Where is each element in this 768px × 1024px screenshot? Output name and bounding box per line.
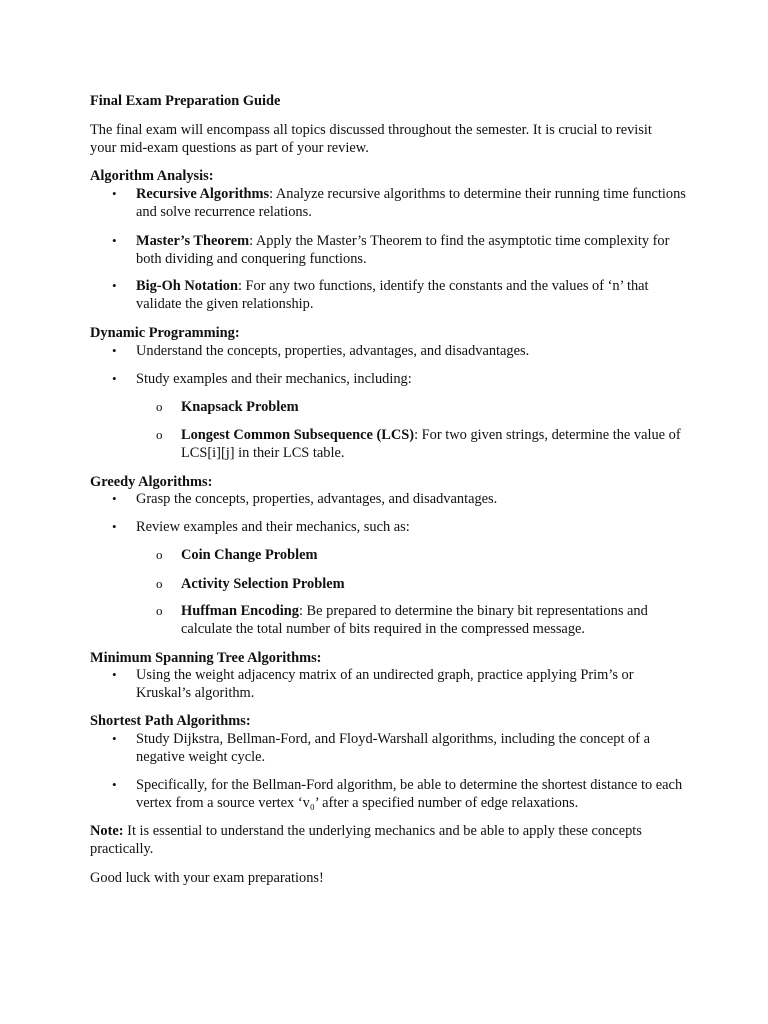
bullet-icon: • <box>112 278 117 293</box>
list-item-text: Grasp the concepts, properties, advantages, and disadvantages. <box>136 491 498 507</box>
list-item-term: Recursive Algorithms <box>136 186 270 202</box>
note-text: It is essential to understand the underlying mechanics and be able to apply these concepts practically. <box>90 823 642 857</box>
bullet-icon: • <box>112 777 117 792</box>
section-heading-dynamic-programming: Dynamic Programming: <box>90 325 240 341</box>
list-item-description: : For any two functions, identify the constants and the values of ‘n’ that validate the given relationship. <box>136 278 649 312</box>
section-heading-algorithm-analysis: Algorithm Analysis: <box>90 168 214 184</box>
list-item-term: Huffman Encoding <box>181 603 299 619</box>
bullet-icon: • <box>112 491 117 506</box>
list-item-text: Study Dijkstra, Bellman-Ford, and Floyd-Warshall algorithms, including the concept of a negative weight cycle. <box>136 731 651 765</box>
list-item-text <box>181 398 690 416</box>
bullet-icon: • <box>112 519 117 534</box>
circle-bullet-icon: o <box>156 576 163 591</box>
intro-paragraph: The final exam will encompass all topics discussed throughout the semester. It is crucial to revisit your mid-exam questions as part of your review. <box>90 122 652 156</box>
list-item-description: : For two given strings, determine the value of LCS[i][j] in their LCS table. <box>181 427 681 461</box>
bullet-icon: • <box>112 667 117 682</box>
list-item-text <box>136 185 690 221</box>
bullet-icon: • <box>112 343 117 358</box>
section-heading-greedy-algorithms: Greedy Algorithms: <box>90 474 213 490</box>
list-item-term: Knapsack Problem <box>181 399 299 415</box>
list-item-term: Longest Common Subsequence (LCS) <box>181 427 415 443</box>
list-item-term: Big-Oh Notation <box>136 278 238 294</box>
bullet-icon: • <box>112 731 117 746</box>
list-item-text: Using the weight adjacency matrix of an undirected graph, practice applying Prim’s or Kruskal’s algorithm. <box>136 667 634 701</box>
list-item-term: Activity Selection Problem <box>181 576 345 592</box>
circle-bullet-icon: o <box>156 427 163 442</box>
bullet-icon: • <box>112 371 117 386</box>
list-item-text <box>136 232 690 268</box>
list-item-term: Master’s Theorem <box>136 233 250 249</box>
circle-bullet-icon: o <box>156 547 163 562</box>
bullet-icon: • <box>112 186 117 201</box>
list-item-text: Specifically, for the Bellman-Ford algorithm, be able to determine the shortest distance to each vertex from a source vertex ‘v₀’ after a specified number of edge relaxations. <box>136 777 683 811</box>
list-item-text: Understand the concepts, properties, advantages, and disadvantages. <box>136 343 530 359</box>
list-item-text <box>181 546 690 564</box>
list-item-text <box>181 426 690 462</box>
list-item-text <box>181 575 690 593</box>
note-paragraph <box>90 822 680 858</box>
list-item-description: : Be prepared to determine the binary bit representations and calculate the total number of bits required in the compressed message. <box>181 603 648 637</box>
note-label: Note: <box>90 823 124 839</box>
list-item-text <box>181 602 690 638</box>
bullet-icon: • <box>112 233 117 248</box>
list-item-description: : Apply the Master’s Theorem to find the asymptotic time complexity for both dividing and conquering functions. <box>136 233 670 267</box>
section-heading-shortest-path: Shortest Path Algorithms: <box>90 713 251 729</box>
list-item-description: : Analyze recursive algorithms to determine their running time functions and solve recurrence relations. <box>136 186 686 220</box>
section-heading-minimum-spanning-tree: Minimum Spanning Tree Algorithms: <box>90 650 322 666</box>
document-title: Final Exam Preparation Guide <box>90 93 281 109</box>
circle-bullet-icon: o <box>156 399 163 414</box>
list-item-term: Coin Change Problem <box>181 547 318 563</box>
list-item-text <box>136 277 690 313</box>
closing-line: Good luck with your exam preparations! <box>90 870 324 886</box>
list-item-text: Study examples and their mechanics, including: <box>136 371 412 387</box>
list-item-text: Review examples and their mechanics, such as: <box>136 519 410 535</box>
circle-bullet-icon: o <box>156 603 163 618</box>
